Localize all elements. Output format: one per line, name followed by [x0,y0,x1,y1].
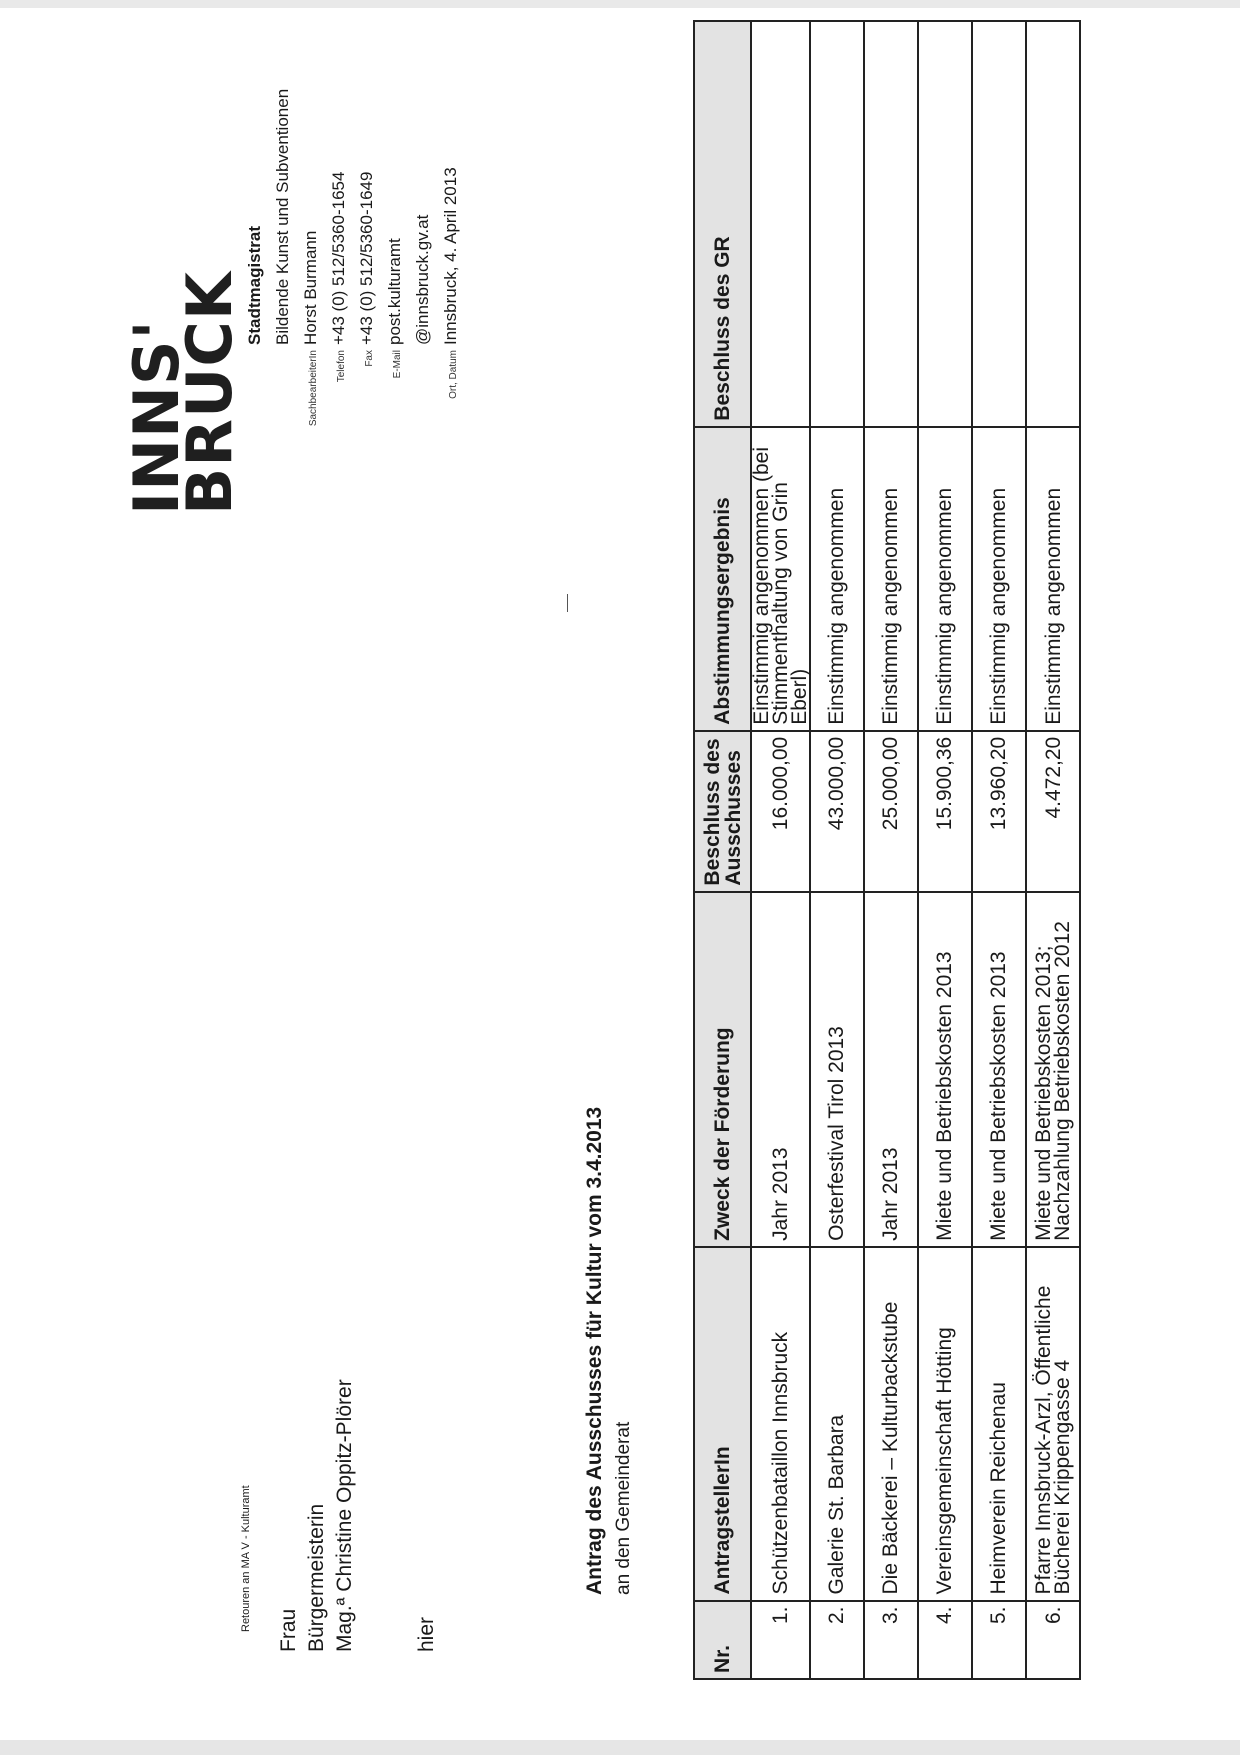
recipient-line: Bürgermeisterin [305,1503,328,1652]
header-gr-decision: Beschluss des GR [694,21,751,427]
contact-label: Ort, Datum [448,350,459,399]
cell-purpose: Jahr 2013 [864,892,918,1247]
contact-value: Innsbruck, 4. April 2013 [441,167,460,345]
recipient-address [275,1379,359,1652]
cell-nr: 1. [751,1601,810,1679]
cell-gr [972,21,1026,427]
innsbruck-logo [120,271,246,515]
header-committee-decision: Beschluss des Ausschusses [694,731,751,892]
cell-applicant: Heimverein Reichenau [972,1247,1026,1601]
recipient-line: Mag.ª Christine Oppitz-Plörer [333,1379,356,1652]
cell-amount: 4.472,20 [1026,731,1080,892]
cell-result: Einstimmig angenommen [918,427,972,731]
cell-amount: 13.960,20 [972,731,1026,892]
recipient-line: Frau [277,1608,300,1652]
contact-label: Telefon [336,350,347,383]
cell-amount: 15.900,36 [918,731,972,892]
cell-result: Einstimmig angenommen [864,427,918,731]
cell-gr [810,21,864,427]
cell-applicant: Schützenbataillon Innsbruck [751,1247,810,1601]
cell-purpose: Miete und Betriebskosten 2013 [972,892,1026,1247]
cell-nr: 3. [864,1601,918,1679]
cell-applicant: Galerie St. Barbara [810,1247,864,1601]
contact-label: Fax [364,350,375,367]
cell-result: Einstimmig angenommen [1026,427,1080,731]
cell-result: Einstimmig angenommen [810,427,864,731]
table-row [751,21,810,1679]
cell-gr [1026,21,1080,427]
contact-label: SachbearbeiterIn [308,350,319,427]
contact-label: E-Mail [392,350,403,379]
cell-applicant: Pfarre Innsbruck-Arzl, Öffentliche Bücherei Krippengasse 4 [1026,1247,1080,1601]
hier-label: hier [415,1616,438,1652]
header-vote-result: Abstimmungsergebnis [694,427,751,731]
logo-line: BRUCK [173,271,246,515]
contact-value: +43 (0) 512/5360-1649 [357,171,376,345]
table-row [1026,21,1080,1679]
contact-value: Horst Burmann [301,230,320,345]
cell-amount: 16.000,00 [751,731,810,892]
cell-amount: 43.000,00 [810,731,864,892]
office-info-block [245,30,469,450]
cell-amount: 25.000,00 [864,731,918,892]
cell-nr: 2. [810,1601,864,1679]
grants-table [693,20,1081,1680]
document-title: Antrag des Ausschusses für Kultur vom 3.4.2013 [583,1106,606,1595]
cell-result: Einstimmig angenommen [972,427,1026,731]
header-applicant: AntragstellerIn [694,1247,751,1601]
office-department: Bildende Kunst und Subventionen [273,88,292,345]
cell-applicant: Vereinsgemeinschaft Hötting [918,1247,972,1601]
return-address: Retouren an MA V - Kulturamt [240,1485,252,1632]
table-row [810,21,864,1679]
header-purpose: Zweck der Förderung [694,892,751,1247]
document-subtitle: an den Gemeinderat [613,1421,634,1595]
cell-gr [864,21,918,427]
decorative-dash [567,594,568,612]
contact-value: post.kulturamt [385,238,404,345]
cell-nr: 6. [1026,1601,1080,1679]
table-row [864,21,918,1679]
table-row [918,21,972,1679]
logo-line: INNS' [120,319,193,515]
contact-value: @innsbruck.gv.at [413,214,432,345]
cell-result: Einstimmig angenommen (bei Stimmenthaltung von Grin Eberl) [751,427,810,731]
cell-purpose: Miete und Betriebskosten 2013 [918,892,972,1247]
cell-purpose: Osterfestival Tirol 2013 [810,892,864,1247]
cell-nr: 5. [972,1601,1026,1679]
cell-gr [751,21,810,427]
cell-purpose: Miete und Betriebskosten 2013; Nachzahlung Betriebskosten 2012 [1026,892,1080,1247]
office-name: Stadtmagistrat [245,225,264,345]
table-header-row [694,21,751,1679]
contact-value: +43 (0) 512/5360-1654 [329,171,348,345]
table-row [972,21,1026,1679]
header-nr: Nr. [694,1601,751,1679]
cell-gr [918,21,972,427]
cell-purpose: Jahr 2013 [751,892,810,1247]
cell-applicant: Die Bäckerei – Kulturbackstube [864,1247,918,1601]
cell-nr: 4. [918,1601,972,1679]
